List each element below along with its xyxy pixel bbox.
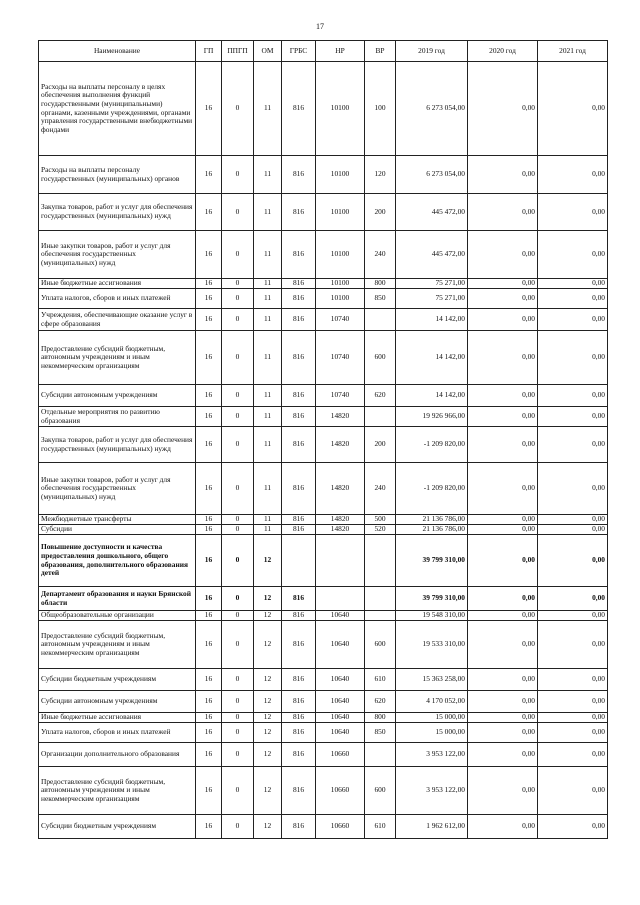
cell-om: 12 <box>254 611 282 621</box>
cell-grbs: 816 <box>282 621 316 669</box>
cell-gp: 16 <box>196 621 222 669</box>
cell-ppgp: 0 <box>222 289 254 309</box>
cell-nr: 14820 <box>316 525 365 535</box>
page-number: 17 <box>316 22 324 31</box>
row-name: Департамент образования и науки Брянской области <box>39 587 196 611</box>
cell-grbs: 816 <box>282 767 316 815</box>
cell-om: 12 <box>254 723 282 743</box>
cell-2021: 0,00 <box>538 279 608 289</box>
row-name: Иные бюджетные ассигнования <box>39 279 196 289</box>
table-row <box>39 743 608 767</box>
cell-om: 11 <box>254 62 282 156</box>
row-name: Отдельные мероприятия по развитию образования <box>39 407 196 427</box>
cell-ppgp: 0 <box>222 535 254 587</box>
cell-nr <box>316 587 365 611</box>
cell-2021: 0,00 <box>538 525 608 535</box>
cell-ppgp: 0 <box>222 691 254 713</box>
cell-grbs: 816 <box>282 743 316 767</box>
cell-gp: 16 <box>196 525 222 535</box>
cell-nr: 10740 <box>316 385 365 407</box>
cell-2020: 0,00 <box>468 535 538 587</box>
cell-vr: 600 <box>365 767 396 815</box>
cell-nr: 14820 <box>316 427 365 463</box>
cell-nr: 10640 <box>316 669 365 691</box>
cell-2020: 0,00 <box>468 289 538 309</box>
cell-ppgp: 0 <box>222 279 254 289</box>
cell-grbs: 816 <box>282 156 316 194</box>
cell-vr: 600 <box>365 621 396 669</box>
cell-2021: 0,00 <box>538 427 608 463</box>
header-gp: ГП <box>196 41 222 62</box>
cell-vr: 200 <box>365 427 396 463</box>
row-name: Субсидии <box>39 525 196 535</box>
cell-2019: 75 271,00 <box>396 279 468 289</box>
cell-gp: 16 <box>196 723 222 743</box>
cell-ppgp: 0 <box>222 463 254 515</box>
cell-gp: 16 <box>196 279 222 289</box>
cell-2020: 0,00 <box>468 156 538 194</box>
cell-nr: 10640 <box>316 621 365 669</box>
cell-om: 12 <box>254 743 282 767</box>
cell-vr <box>365 309 396 331</box>
cell-2021: 0,00 <box>538 156 608 194</box>
cell-2021: 0,00 <box>538 515 608 525</box>
table-row <box>39 463 608 515</box>
cell-om: 11 <box>254 194 282 231</box>
table-row <box>39 691 608 713</box>
cell-2020: 0,00 <box>468 587 538 611</box>
cell-gp: 16 <box>196 743 222 767</box>
cell-2019: -1 209 820,00 <box>396 427 468 463</box>
row-name: Субсидии автономным учреждениям <box>39 385 196 407</box>
cell-grbs: 816 <box>282 194 316 231</box>
cell-ppgp: 0 <box>222 723 254 743</box>
row-name: Закупка товаров, работ и услуг для обеспечения государственных (муниципальных) нужд <box>39 194 196 231</box>
cell-2020: 0,00 <box>468 279 538 289</box>
cell-vr: 800 <box>365 713 396 723</box>
cell-om: 12 <box>254 691 282 713</box>
table-row <box>39 309 608 331</box>
cell-nr: 10100 <box>316 156 365 194</box>
cell-nr: 10640 <box>316 691 365 713</box>
cell-ppgp: 0 <box>222 309 254 331</box>
cell-2021: 0,00 <box>538 331 608 385</box>
cell-vr <box>365 587 396 611</box>
cell-gp: 16 <box>196 587 222 611</box>
cell-2021: 0,00 <box>538 669 608 691</box>
cell-grbs: 816 <box>282 279 316 289</box>
table-row <box>39 611 608 621</box>
table-row <box>39 525 608 535</box>
table-row <box>39 331 608 385</box>
table-row <box>39 767 608 815</box>
cell-om: 11 <box>254 385 282 407</box>
cell-gp: 16 <box>196 309 222 331</box>
cell-2020: 0,00 <box>468 515 538 525</box>
cell-gp: 16 <box>196 407 222 427</box>
cell-2021: 0,00 <box>538 743 608 767</box>
cell-ppgp: 0 <box>222 385 254 407</box>
cell-ppgp: 0 <box>222 407 254 427</box>
cell-grbs: 816 <box>282 587 316 611</box>
cell-2019: 19 926 966,00 <box>396 407 468 427</box>
table-row <box>39 723 608 743</box>
cell-grbs: 816 <box>282 309 316 331</box>
table-row <box>39 815 608 839</box>
cell-ppgp: 0 <box>222 713 254 723</box>
cell-grbs <box>282 535 316 587</box>
cell-vr: 610 <box>365 815 396 839</box>
cell-ppgp: 0 <box>222 62 254 156</box>
header-nr: НР <box>316 41 365 62</box>
row-name: Учреждения, обеспечивающие оказание услуг в сфере образования <box>39 309 196 331</box>
cell-2020: 0,00 <box>468 611 538 621</box>
cell-2021: 0,00 <box>538 194 608 231</box>
header-om: ОМ <box>254 41 282 62</box>
cell-nr: 10660 <box>316 767 365 815</box>
table-row <box>39 62 608 156</box>
cell-2019: 445 472,00 <box>396 231 468 279</box>
cell-vr: 850 <box>365 289 396 309</box>
cell-2020: 0,00 <box>468 525 538 535</box>
cell-2019: 15 000,00 <box>396 713 468 723</box>
cell-nr <box>316 535 365 587</box>
row-name: Иные бюджетные ассигнования <box>39 713 196 723</box>
row-name: Расходы на выплаты персоналу в целях обеспечения выполнения функций государственными (муниципальными) органами, казенными учреждениями, органами управления государственными внебюджетными фондами <box>39 62 196 156</box>
cell-om: 12 <box>254 815 282 839</box>
cell-grbs: 816 <box>282 331 316 385</box>
row-name: Предоставление субсидий бюджетным, автономным учреждениям и иным некоммерческим организациям <box>39 767 196 815</box>
cell-gp: 16 <box>196 535 222 587</box>
table-row <box>39 669 608 691</box>
cell-ppgp: 0 <box>222 815 254 839</box>
row-name: Иные закупки товаров, работ и услуг для обеспечения государственных (муниципальных) нужд <box>39 463 196 515</box>
cell-vr <box>365 407 396 427</box>
cell-vr: 100 <box>365 62 396 156</box>
cell-gp: 16 <box>196 767 222 815</box>
cell-nr: 10660 <box>316 815 365 839</box>
row-name: Организации дополнительного образования <box>39 743 196 767</box>
cell-2020: 0,00 <box>468 743 538 767</box>
table-row <box>39 289 608 309</box>
budget-table <box>38 40 608 839</box>
cell-grbs: 816 <box>282 463 316 515</box>
cell-grbs: 816 <box>282 62 316 156</box>
cell-2019: 3 953 122,00 <box>396 767 468 815</box>
cell-2021: 0,00 <box>538 289 608 309</box>
cell-om: 12 <box>254 767 282 815</box>
cell-2020: 0,00 <box>468 691 538 713</box>
cell-2021: 0,00 <box>538 62 608 156</box>
header-grbs: ГРБС <box>282 41 316 62</box>
cell-ppgp: 0 <box>222 515 254 525</box>
row-name: Уплата налогов, сборов и иных платежей <box>39 723 196 743</box>
cell-om: 12 <box>254 621 282 669</box>
cell-2020: 0,00 <box>468 621 538 669</box>
cell-2019: 14 142,00 <box>396 309 468 331</box>
cell-om: 11 <box>254 289 282 309</box>
cell-gp: 16 <box>196 815 222 839</box>
cell-2020: 0,00 <box>468 62 538 156</box>
cell-vr: 610 <box>365 669 396 691</box>
cell-2021: 0,00 <box>538 463 608 515</box>
cell-vr: 120 <box>365 156 396 194</box>
cell-2020: 0,00 <box>468 427 538 463</box>
cell-2019: 1 962 612,00 <box>396 815 468 839</box>
cell-2019: 75 271,00 <box>396 289 468 309</box>
cell-2021: 0,00 <box>538 385 608 407</box>
cell-gp: 16 <box>196 331 222 385</box>
cell-gp: 16 <box>196 231 222 279</box>
table-row <box>39 194 608 231</box>
cell-grbs: 816 <box>282 611 316 621</box>
cell-2021: 0,00 <box>538 231 608 279</box>
cell-gp: 16 <box>196 62 222 156</box>
table-row <box>39 279 608 289</box>
cell-2020: 0,00 <box>468 723 538 743</box>
cell-ppgp: 0 <box>222 156 254 194</box>
cell-nr: 10100 <box>316 279 365 289</box>
header-vr: ВР <box>365 41 396 62</box>
cell-om: 12 <box>254 669 282 691</box>
cell-om: 11 <box>254 427 282 463</box>
table-row <box>39 385 608 407</box>
cell-2021: 0,00 <box>538 815 608 839</box>
cell-2021: 0,00 <box>538 407 608 427</box>
cell-gp: 16 <box>196 427 222 463</box>
row-name: Общеобразовательные организации <box>39 611 196 621</box>
cell-om: 11 <box>254 463 282 515</box>
cell-ppgp: 0 <box>222 587 254 611</box>
cell-om: 11 <box>254 309 282 331</box>
cell-2019: -1 209 820,00 <box>396 463 468 515</box>
cell-om: 12 <box>254 713 282 723</box>
cell-vr: 500 <box>365 515 396 525</box>
cell-om: 11 <box>254 156 282 194</box>
cell-nr: 10640 <box>316 723 365 743</box>
cell-2019: 4 170 052,00 <box>396 691 468 713</box>
cell-grbs: 816 <box>282 669 316 691</box>
cell-2020: 0,00 <box>468 713 538 723</box>
cell-om: 11 <box>254 525 282 535</box>
cell-om: 12 <box>254 535 282 587</box>
cell-2019: 15 000,00 <box>396 723 468 743</box>
row-name: Закупка товаров, работ и услуг для обеспечения государственных (муниципальных) нужд <box>39 427 196 463</box>
cell-2019: 14 142,00 <box>396 331 468 385</box>
cell-2019: 21 136 786,00 <box>396 515 468 525</box>
cell-2021: 0,00 <box>538 535 608 587</box>
cell-vr: 240 <box>365 231 396 279</box>
cell-gp: 16 <box>196 194 222 231</box>
cell-vr <box>365 535 396 587</box>
cell-ppgp: 0 <box>222 669 254 691</box>
cell-grbs: 816 <box>282 723 316 743</box>
cell-grbs: 816 <box>282 385 316 407</box>
cell-2019: 15 363 258,00 <box>396 669 468 691</box>
cell-2019: 445 472,00 <box>396 194 468 231</box>
cell-nr: 14820 <box>316 463 365 515</box>
cell-nr: 10100 <box>316 62 365 156</box>
cell-vr: 620 <box>365 385 396 407</box>
cell-vr: 240 <box>365 463 396 515</box>
table-row <box>39 427 608 463</box>
table-body <box>39 62 608 839</box>
cell-2021: 0,00 <box>538 621 608 669</box>
table-row <box>39 156 608 194</box>
cell-2019: 19 548 310,00 <box>396 611 468 621</box>
cell-2021: 0,00 <box>538 767 608 815</box>
cell-gp: 16 <box>196 611 222 621</box>
cell-gp: 16 <box>196 385 222 407</box>
cell-gp: 16 <box>196 463 222 515</box>
cell-2021: 0,00 <box>538 309 608 331</box>
row-name: Предоставление субсидий бюджетным, автономным учреждениям и иным некоммерческим организациям <box>39 621 196 669</box>
cell-grbs: 816 <box>282 815 316 839</box>
cell-grbs: 816 <box>282 427 316 463</box>
cell-vr: 800 <box>365 279 396 289</box>
cell-nr: 14820 <box>316 407 365 427</box>
cell-2020: 0,00 <box>468 309 538 331</box>
row-name: Субсидии бюджетным учреждениям <box>39 815 196 839</box>
cell-gp: 16 <box>196 156 222 194</box>
cell-2019: 6 273 054,00 <box>396 156 468 194</box>
cell-nr: 10100 <box>316 231 365 279</box>
cell-2020: 0,00 <box>468 767 538 815</box>
cell-2021: 0,00 <box>538 723 608 743</box>
cell-nr: 10640 <box>316 611 365 621</box>
table-header-row <box>39 41 608 62</box>
cell-vr: 850 <box>365 723 396 743</box>
cell-2021: 0,00 <box>538 691 608 713</box>
cell-gp: 16 <box>196 515 222 525</box>
cell-2019: 21 136 786,00 <box>396 525 468 535</box>
cell-ppgp: 0 <box>222 231 254 279</box>
cell-ppgp: 0 <box>222 331 254 385</box>
row-name: Расходы на выплаты персоналу государственных (муниципальных) органов <box>39 156 196 194</box>
cell-2020: 0,00 <box>468 385 538 407</box>
cell-gp: 16 <box>196 713 222 723</box>
cell-ppgp: 0 <box>222 427 254 463</box>
cell-om: 12 <box>254 587 282 611</box>
cell-2020: 0,00 <box>468 815 538 839</box>
cell-ppgp: 0 <box>222 525 254 535</box>
table-row <box>39 713 608 723</box>
table-row <box>39 515 608 525</box>
cell-gp: 16 <box>196 289 222 309</box>
row-name: Межбюджетные трансферты <box>39 515 196 525</box>
row-name: Предоставление субсидий бюджетным, автономным учреждениям и иным некоммерческим организациям <box>39 331 196 385</box>
header-name: Наименование <box>39 41 196 62</box>
cell-2019: 14 142,00 <box>396 385 468 407</box>
cell-2019: 39 799 310,00 <box>396 587 468 611</box>
cell-om: 11 <box>254 331 282 385</box>
cell-gp: 16 <box>196 691 222 713</box>
cell-2020: 0,00 <box>468 331 538 385</box>
cell-nr: 14820 <box>316 515 365 525</box>
cell-nr: 10100 <box>316 289 365 309</box>
cell-nr: 10740 <box>316 309 365 331</box>
cell-grbs: 816 <box>282 407 316 427</box>
cell-nr: 10660 <box>316 743 365 767</box>
row-name: Уплата налогов, сборов и иных платежей <box>39 289 196 309</box>
cell-vr: 200 <box>365 194 396 231</box>
cell-vr: 520 <box>365 525 396 535</box>
cell-grbs: 816 <box>282 691 316 713</box>
cell-vr: 600 <box>365 331 396 385</box>
cell-nr: 10740 <box>316 331 365 385</box>
cell-om: 11 <box>254 279 282 289</box>
row-name: Иные закупки товаров, работ и услуг для обеспечения государственных (муниципальных) нужд <box>39 231 196 279</box>
header-2021: 2021 год <box>538 41 608 62</box>
table-row <box>39 535 608 587</box>
header-2020: 2020 год <box>468 41 538 62</box>
cell-2021: 0,00 <box>538 713 608 723</box>
cell-2020: 0,00 <box>468 407 538 427</box>
cell-grbs: 816 <box>282 289 316 309</box>
cell-om: 11 <box>254 231 282 279</box>
cell-nr: 10100 <box>316 194 365 231</box>
cell-2021: 0,00 <box>538 611 608 621</box>
cell-vr <box>365 743 396 767</box>
cell-ppgp: 0 <box>222 767 254 815</box>
cell-vr <box>365 611 396 621</box>
cell-om: 11 <box>254 407 282 427</box>
cell-grbs: 816 <box>282 525 316 535</box>
cell-grbs: 816 <box>282 231 316 279</box>
cell-2020: 0,00 <box>468 463 538 515</box>
cell-gp: 16 <box>196 669 222 691</box>
cell-2019: 39 799 310,00 <box>396 535 468 587</box>
row-name: Субсидии бюджетным учреждениям <box>39 669 196 691</box>
cell-2020: 0,00 <box>468 194 538 231</box>
cell-2020: 0,00 <box>468 231 538 279</box>
row-name: Повышение доступности и качества предоставления дошкольного, общего образования, дополнительного образования детей <box>39 535 196 587</box>
table-row <box>39 621 608 669</box>
cell-2019: 19 533 310,00 <box>396 621 468 669</box>
cell-ppgp: 0 <box>222 743 254 767</box>
row-name: Субсидии автономным учреждениям <box>39 691 196 713</box>
table-row <box>39 231 608 279</box>
cell-2019: 3 953 122,00 <box>396 743 468 767</box>
cell-ppgp: 0 <box>222 611 254 621</box>
cell-grbs: 816 <box>282 515 316 525</box>
table-row <box>39 587 608 611</box>
cell-om: 11 <box>254 515 282 525</box>
cell-2020: 0,00 <box>468 669 538 691</box>
cell-ppgp: 0 <box>222 621 254 669</box>
cell-2021: 0,00 <box>538 587 608 611</box>
cell-2019: 6 273 054,00 <box>396 62 468 156</box>
cell-nr: 10640 <box>316 713 365 723</box>
cell-grbs: 816 <box>282 713 316 723</box>
header-ppgp: ППГП <box>222 41 254 62</box>
table-row <box>39 407 608 427</box>
cell-vr: 620 <box>365 691 396 713</box>
cell-ppgp: 0 <box>222 194 254 231</box>
header-2019: 2019 год <box>396 41 468 62</box>
